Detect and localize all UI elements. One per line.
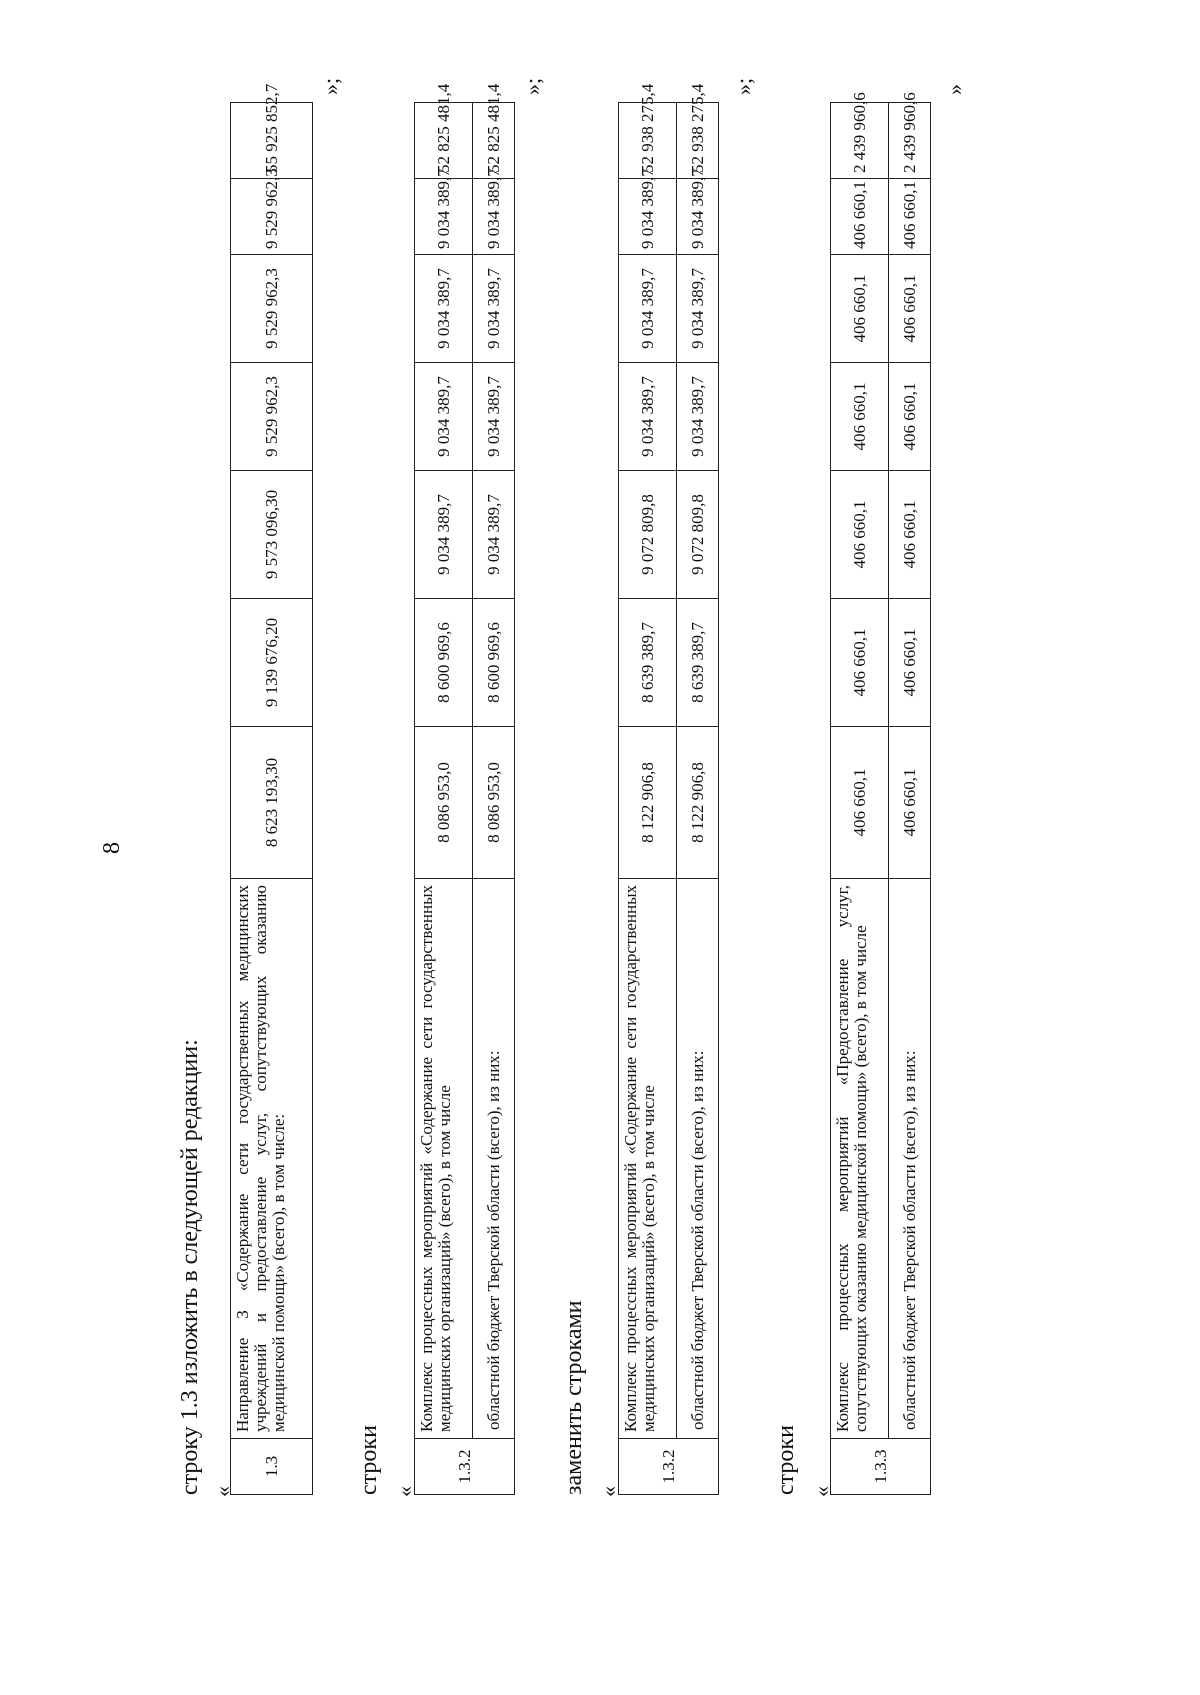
row-number: 1.3 [231,1439,313,1495]
value-cell: 406 660,1 [831,727,889,879]
value-cell: 9 034 389,7 [473,255,515,363]
row-name: областной бюджет Тверской области (всего), из них: [473,879,515,1439]
page-number: 8 [99,842,125,854]
row-name: Комплекс процессных мероприятий «Содержание сети государственных медицинских организаций» (всего), в том числе [415,879,473,1439]
value-cell: 406 660,1 [889,179,931,255]
value-cell: 52 938 275,4 [677,103,719,179]
value-cell: 9 034 389,7 [619,179,677,255]
value-cell: 9 034 389,7 [415,471,473,599]
value-cell: 52 825 481,4 [473,103,515,179]
value-cell: 406 660,1 [889,255,931,363]
value-cell: 9 139 676,20 [231,599,313,727]
value-cell: 52 938 275,4 [619,103,677,179]
value-cell: 406 660,1 [889,471,931,599]
table-row [889,103,931,1495]
open-quote: « [596,1486,621,1497]
value-cell: 8 086 953,0 [415,727,473,879]
table-row [831,103,889,1495]
value-cell: 9 529 962,3 [231,255,313,363]
value-cell: 55 925 852,7 [231,103,313,179]
value-cell: 9 034 389,7 [415,179,473,255]
table-row [677,103,719,1495]
value-cell: 9 034 389,7 [677,179,719,255]
value-cell: 9 072 809,8 [677,471,719,599]
value-cell: 52 825 481,4 [415,103,473,179]
table-block-1 [230,83,313,1495]
value-cell: 9 034 389,7 [619,255,677,363]
row-number: 1.3.2 [415,1439,515,1495]
value-cell: 8 639 389,7 [619,599,677,727]
table-row [415,103,473,1495]
intro-text: строку 1.3 изложить в следующей редакции: [177,1039,203,1495]
table-row [619,103,677,1495]
table-row [473,103,515,1495]
row-name: областной бюджет Тверской области (всего), из них: [889,879,931,1439]
value-cell: 9 529 962,3 [231,363,313,471]
label-rows: строки [773,1425,799,1495]
value-cell: 8 600 969,6 [473,599,515,727]
value-cell: 9 034 389,7 [619,363,677,471]
value-cell: 9 034 389,7 [677,255,719,363]
table-row [231,103,313,1495]
value-cell: 406 660,1 [831,599,889,727]
value-cell: 9 034 389,7 [677,363,719,471]
value-cell: 9 034 389,7 [473,363,515,471]
value-cell: 406 660,1 [889,363,931,471]
value-cell: 9 034 389,7 [473,179,515,255]
close-quote: »; [731,77,756,95]
value-cell: 8 086 953,0 [473,727,515,879]
value-cell: 8 122 906,8 [619,727,677,879]
row-number: 1.3.3 [831,1439,931,1495]
value-cell: 9 573 096,30 [231,471,313,599]
value-cell: 9 529 962,3 [231,179,313,255]
value-cell: 406 660,1 [831,471,889,599]
row-number: 1.3.2 [619,1439,719,1495]
label-replace: заменить строками [561,1300,587,1495]
table-block-4 [830,92,931,1495]
value-cell: 2 439 960,6 [831,103,889,179]
value-cell: 9 034 389,7 [415,363,473,471]
table-block-2 [414,83,515,1495]
value-cell: 8 639 389,7 [677,599,719,727]
open-quote: « [809,1486,834,1497]
value-cell: 8 122 906,8 [677,727,719,879]
value-cell: 2 439 960,6 [889,103,931,179]
row-name: Направление 3 «Содержание сети государственных медицинских учреждений и предоставление услуг, сопутствующих оказанию медицинской помощи» (всего), в том числе: [231,879,313,1439]
row-name: Комплекс процессных мероприятий «Предоставление услуг, сопутствующих оказанию медицинской помощи» (всего), в том числе [831,879,889,1439]
value-cell: 8 623 193,30 [231,727,313,879]
value-cell: 406 660,1 [889,599,931,727]
value-cell: 8 600 969,6 [415,599,473,727]
row-name: областной бюджет Тверской области (всего), из них: [677,879,719,1439]
close-quote: » [942,84,967,95]
value-cell: 9 072 809,8 [619,471,677,599]
value-cell: 406 660,1 [831,179,889,255]
close-quote: »; [520,77,545,95]
table-block-3 [618,83,719,1495]
value-cell: 9 034 389,7 [473,471,515,599]
value-cell: 406 660,1 [889,727,931,879]
label-rows: строки [356,1425,382,1495]
value-cell: 406 660,1 [831,363,889,471]
close-quote: »; [318,77,343,95]
row-name: Комплекс процессных мероприятий «Содержание сети государственных медицинских организаций» (всего), в том числе [619,879,677,1439]
value-cell: 406 660,1 [831,255,889,363]
value-cell: 9 034 389,7 [415,255,473,363]
open-quote: « [392,1486,417,1497]
open-quote: « [210,1486,235,1497]
